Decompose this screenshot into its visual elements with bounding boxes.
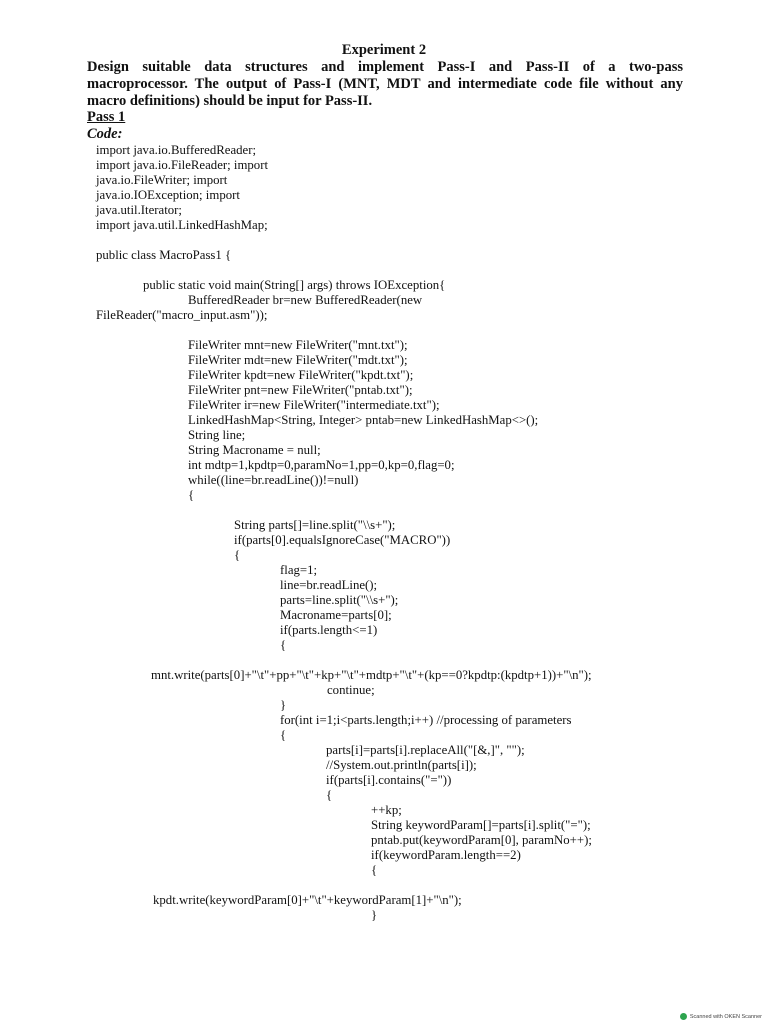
code-line: FileWriter pnt=new FileWriter("pntab.txt");	[188, 383, 413, 397]
code-line: LinkedHashMap<String, Integer> pntab=new LinkedHashMap<>();	[188, 413, 539, 427]
code-line: if(keywordParam.length==2)	[371, 848, 521, 862]
code-line: for(int i=1;i<parts.length;i++) //processing of parameters	[280, 713, 572, 727]
code-line: kpdt.write(keywordParam[0]+"\t"+keywordParam[1]+"\n");	[153, 893, 462, 907]
code-line: {	[371, 863, 378, 877]
experiment-title: Experiment 2	[341, 42, 427, 58]
code-line: FileWriter mnt=new FileWriter("mnt.txt");	[188, 338, 408, 352]
code-heading: Code:	[87, 126, 123, 142]
code-line: java.io.FileWriter; import	[96, 173, 228, 187]
code-line: if(parts[0].equalsIgnoreCase("MACRO"))	[234, 533, 451, 547]
code-line: Macroname=parts[0];	[280, 608, 392, 622]
aim-line: Design suitable data structures and implement Pass-I and Pass-II of a two-pass	[87, 59, 683, 75]
code-line: //System.out.println(parts[i]);	[326, 758, 477, 772]
code-line: String parts[]=line.split("\\s+");	[234, 518, 396, 532]
code-line: {	[188, 488, 195, 502]
code-line: if(parts[i].contains("="))	[326, 773, 452, 787]
code-line: public class MacroPass1 {	[96, 248, 232, 262]
code-line: }	[371, 908, 378, 922]
code-line: continue;	[327, 683, 375, 697]
scanner-logo-icon	[680, 1013, 687, 1020]
code-line: ++kp;	[371, 803, 402, 817]
code-line: {	[280, 638, 287, 652]
code-line: line=br.readLine();	[280, 578, 378, 592]
code-line: java.io.IOException; import	[96, 188, 240, 202]
code-line: FileWriter mdt=new FileWriter("mdt.txt");	[188, 353, 408, 367]
code-line: pntab.put(keywordParam[0], paramNo++);	[371, 833, 592, 847]
scanner-watermark-text: Scanned with OKEN Scanner	[689, 1013, 762, 1020]
code-line: mnt.write(parts[0]+"\t"+pp+"\t"+kp+"\t"+mdtp+"\t"+(kp==0?kpdtp:(kpdtp+1))+"\n");	[151, 668, 592, 682]
code-line: int mdtp=1,kpdtp=0,paramNo=1,pp=0,kp=0,flag=0;	[188, 458, 455, 472]
aim-line: macroprocessor. The output of Pass-I (MNT, MDT and intermediate code file without any	[87, 76, 683, 92]
aim-line: macro definitions) should be input for Pass-II.	[87, 93, 373, 109]
code-line: public static void main(String[] args) throws IOException{	[143, 278, 446, 292]
code-line: while((line=br.readLine())!=null)	[188, 473, 359, 487]
code-line: FileReader("macro_input.asm"));	[96, 308, 268, 322]
code-line: {	[326, 788, 333, 802]
code-line: parts[i]=parts[i].replaceAll("[&,]", "");	[326, 743, 525, 757]
code-line: import java.util.LinkedHashMap;	[96, 218, 268, 232]
code-line: java.util.Iterator;	[96, 203, 182, 217]
pass-heading: Pass 1	[87, 109, 126, 125]
code-line: import java.io.BufferedReader;	[96, 143, 257, 157]
code-line: parts=line.split("\\s+");	[280, 593, 399, 607]
code-line: {	[280, 728, 287, 742]
code-line: {	[234, 548, 241, 562]
code-line: flag=1;	[280, 563, 318, 577]
code-line: if(parts.length<=1)	[280, 623, 378, 637]
code-line: String line;	[188, 428, 246, 442]
code-line: import java.io.FileReader; import	[96, 158, 269, 172]
code-line: String keywordParam[]=parts[i].split("=");	[371, 818, 591, 832]
code-line: FileWriter ir=new FileWriter("intermediate.txt");	[188, 398, 440, 412]
code-line: String Macroname = null;	[188, 443, 321, 457]
code-line: FileWriter kpdt=new FileWriter("kpdt.txt");	[188, 368, 414, 382]
code-line: }	[280, 698, 287, 712]
code-line: BufferedReader br=new BufferedReader(new	[188, 293, 423, 307]
scanner-watermark	[680, 1013, 762, 1020]
